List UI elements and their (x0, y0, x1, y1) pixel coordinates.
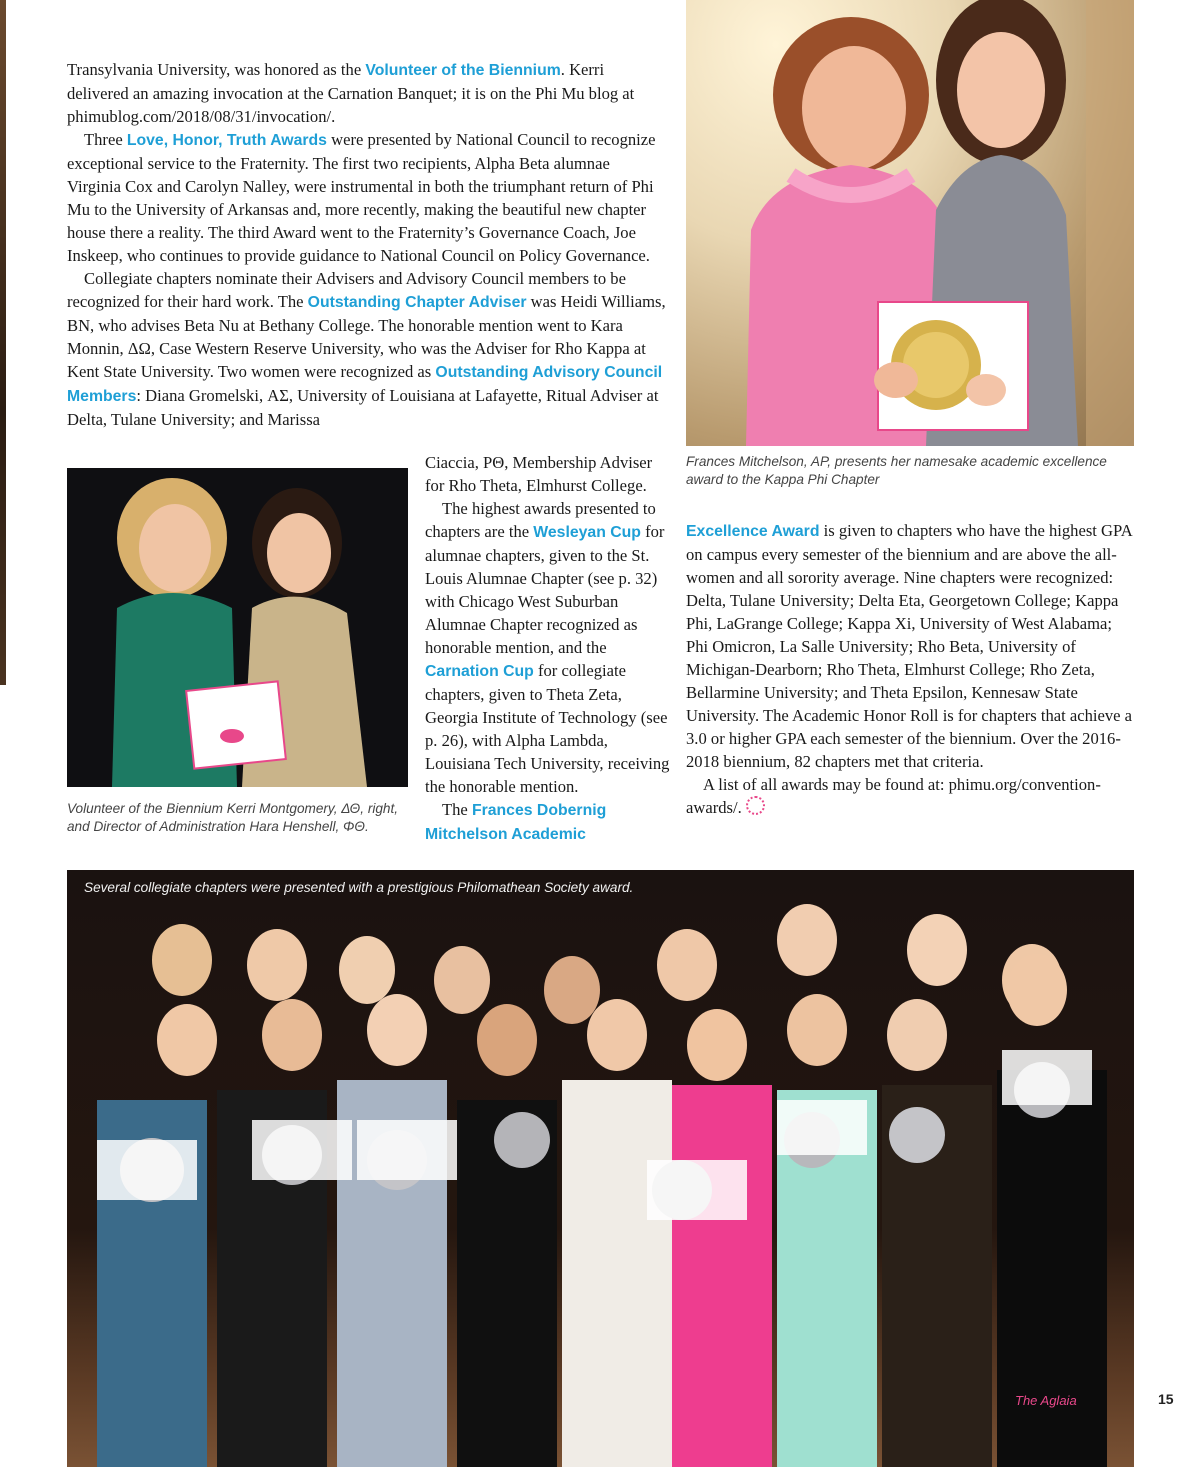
paragraph-advisers: Collegiate chapters nominate their Advisers and Advisory Council members to be recognized for their hard work. The Outstanding Chapter Adviser was Heidi Williams, BN, who advises Beta Nu at Bethany College. The honorable mention went to Kara Monnin, ΔΩ, Case Western Reserve University, who was the Adviser for Rho Kappa at Kent State University. Two women were recognized as Outstanding Advisory Council Members: Diana Gromelski, ΑΣ, University of Louisiana at Lafayette, Ritual Adviser at Delta, Tulane University; and Marissa (67, 269, 666, 429)
article-column-right (686, 519, 1136, 819)
footer-page-number: 15 (1158, 1391, 1174, 1407)
photo-award-presentation (686, 0, 1134, 446)
paragraph-advisers-continued: Ciaccia, ΡΘ, Membership Adviser for Rho Theta, Elmhurst College. (425, 453, 653, 495)
photo-philomathean-group (67, 870, 1134, 1467)
paragraph-love-honor-truth: Three Love, Honor, Truth Awards were presented by National Council to recognize exceptional service to the Fraternity. The first two recipients, Alpha Beta alumnae Virginia Cox and Carolyn Nalley, were instrumental in both the triumphant return of Phi Mu to the University of Arkansas and, more recently, making the beautiful new chapter house there a reality. The third Award went to the Fraternity’s Governance Coach, Joe Inskeep, who continues to provide guidance to National Council on Policy Governance. (67, 130, 656, 265)
caption-left-photo: Volunteer of the Biennium Kerri Montgomery, ΔΘ, right, and Director of Administration Hara Henshell, ΦΘ. (67, 801, 399, 834)
paragraph-volunteer: Transylvania University, was honored as the Volunteer of the Biennium. Kerri delivered an amazing invocation at the Carnation Banquet; it is on the Phi Mu blog at phimublog.com/2018/08/31/invocation/. (67, 60, 635, 126)
paragraph-mitchelson-start: The Frances Dobernig Mitchelson Academic (425, 800, 607, 843)
highlight-mitchelson-award: Frances Dobernig Mitchelson Academic (425, 802, 607, 843)
paragraph-cups: The highest awards presented to chapters are the Wesleyan Cup for alumnae chapters, given to the St. Louis Alumnae Chapter (see p. 32) with Chicago West Suburban Alumnae Chapter recognized as honorable mention, and the Carnation Cup for collegiate chapters, given to Theta Zeta, Georgia Institute of Technology (see p. 26), with Alpha Lambda, Louisiana Tech University, receiving the honorable mention. (425, 499, 670, 796)
caption-bottom-photo: Several collegiate chapters were presented with a prestigious Philomathean Society award. (84, 880, 634, 895)
footer-magazine-name: The Aglaia (1015, 1393, 1077, 1408)
photo-volunteer-of-biennium (67, 468, 408, 787)
photo-group-illustration (67, 870, 1134, 1467)
highlight-carnation-cup: Carnation Cup (425, 663, 534, 680)
paragraph-awards-list: A list of all awards may be found at: phimu.org/convention-awards/. (686, 775, 1101, 817)
highlight-excellence-award: Excellence Award (686, 523, 820, 540)
article-column-middle (425, 451, 670, 846)
highlight-love-honor-truth: Love, Honor, Truth Awards (126, 132, 327, 149)
left-edge-strip (0, 0, 6, 685)
photo-award-presentation-illustration (686, 0, 1134, 446)
article-column-left (67, 58, 667, 431)
highlight-volunteer-of-biennium: Volunteer of the Biennium (365, 62, 561, 79)
highlight-outstanding-chapter-adviser: Outstanding Chapter Adviser (307, 294, 527, 311)
photo-volunteer-illustration (67, 468, 408, 787)
highlight-wesleyan-cup: Wesleyan Cup (533, 524, 641, 541)
caption-top-photo: Frances Mitchelson, AP, presents her namesake academic excellence award to the Kappa Phi Chapter (686, 454, 1107, 487)
highlight-advisory-council: Outstanding Advisory Council Members (67, 364, 663, 405)
paragraph-excellence: Excellence Award is given to chapters who have the highest GPA on campus every semester of the biennium and are above the all-women and all sorority average. Nine chapters were recognized: Delta, Tulane University; Delta Eta, Georgetown College; Kappa Phi, LaGrange College; Kappa Xi, University of West Alabama; Phi Omicron, La Salle University; Rho Beta, University of Michigan-Dearborn; Rho Theta, Elmhurst College; Rho Zeta, Bellarmine University; and Theta Epsilon, Kennesaw State University. The Academic Honor Roll is for chapters that achieve a 3.0 or higher GPA each semester of the biennium. Over the 2016-2018 biennium, 82 chapters met that criteria. (686, 521, 1133, 771)
flower-end-mark-icon (746, 796, 765, 815)
